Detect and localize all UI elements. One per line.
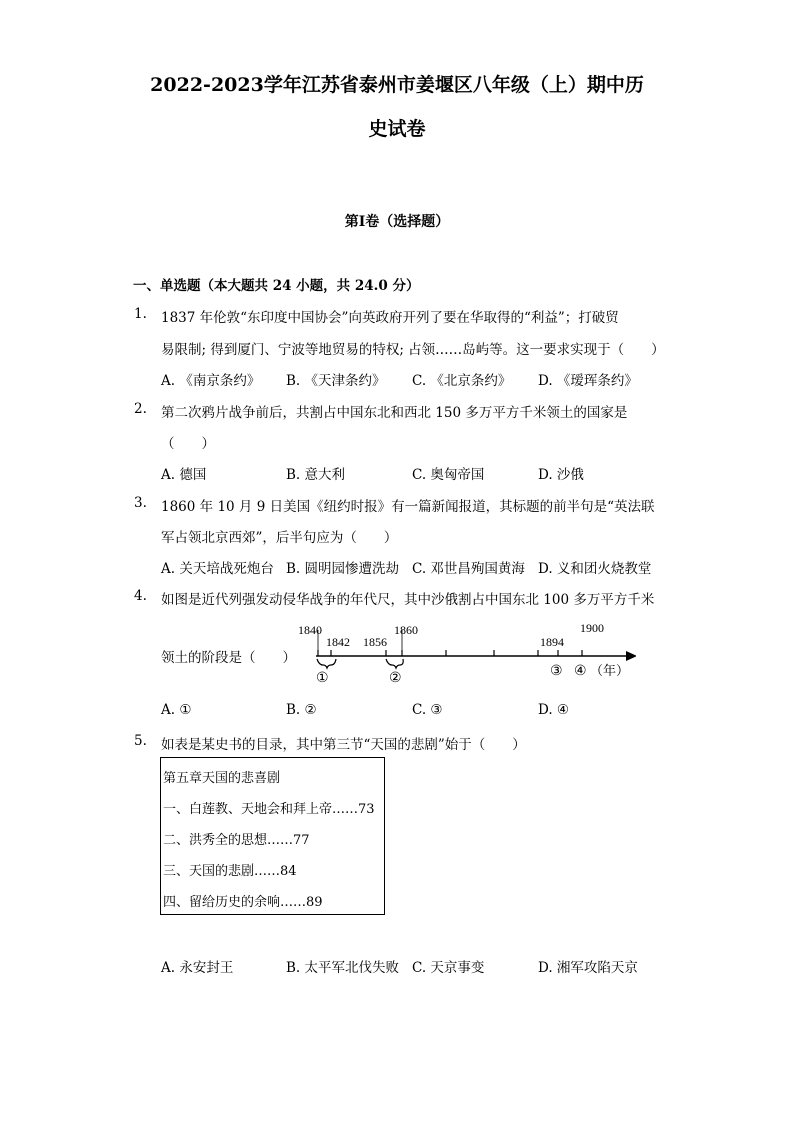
brace-2 [386, 659, 403, 668]
section-title: 第I卷（选择题） [344, 214, 450, 230]
option-b[interactable]: B. 太平军北伐失败 [286, 960, 400, 976]
part-heading: 一、单选题（本大题共 24 小题，共 24.0 分） [133, 278, 420, 294]
year-unit-label: （年） [590, 663, 630, 678]
option-a[interactable]: A. 关天培战死炮台 [161, 561, 274, 577]
option-d[interactable]: D. 沙俄 [538, 467, 584, 483]
toc-chapter: 第五章天国的悲喜剧 [163, 771, 281, 786]
marker-4: ④ [574, 664, 587, 679]
toc-entry: 一、白莲教、天地会和拜上帝……73 [163, 802, 375, 817]
question-text: 军占领北京西郊”，后半句应为（ ） [161, 530, 398, 546]
marker-1: ① [316, 671, 329, 686]
question-text: 第二次鸦片战争前后，共割占中国东北和西北 150 多万平方千米领土的国家是 [161, 405, 628, 421]
option-c[interactable]: C. 邓世昌殉国黄海 [412, 561, 525, 577]
question-text: 1860 年 10 月 9 日美国《纽约时报》有一篇新闻报道，其标题的前半句是“英法联 [161, 499, 655, 515]
option-c[interactable]: C. ③ [412, 702, 443, 718]
question-number: 4. [134, 588, 147, 604]
question-text: （ ） [161, 436, 215, 452]
timeline-figure [296, 616, 636, 688]
option-b[interactable]: B. 意大利 [286, 467, 346, 483]
doc-title-line2: 史试卷 [368, 118, 426, 140]
doc-title-line1: 2022-2023学年江苏省泰州市姜堰区八年级（上）期中历 [150, 74, 644, 96]
question-number: 1. [134, 306, 147, 322]
option-b[interactable]: B. 《天津条约》 [286, 373, 386, 389]
year-label: 1840 [298, 623, 322, 637]
toc-entry: 二、洪秀全的思想……77 [163, 833, 310, 848]
toc-entry: 四、留给历史的余响……89 [163, 895, 323, 910]
marker-2: ② [389, 671, 402, 686]
year-label: 1856 [363, 635, 387, 649]
arrow-right-icon [626, 651, 636, 661]
question-text: 领土的阶段是（ ） [161, 650, 296, 666]
year-label: 1860 [394, 623, 418, 637]
option-a[interactable]: A. 德国 [161, 467, 207, 483]
option-c[interactable]: C. 天京事变 [412, 960, 485, 976]
question-text: 如图是近代列强发动侵华战争的年代尺，其中沙俄割占中国东北 100 多万平方千米 [161, 592, 655, 608]
question-number: 5. [134, 733, 147, 749]
option-b[interactable]: B. ② [286, 702, 317, 718]
option-c[interactable]: C. 《北京条约》 [412, 373, 512, 389]
option-a[interactable]: A. ① [161, 702, 192, 718]
option-d[interactable]: D. 《瑷珲条约》 [538, 373, 638, 389]
marker-3: ③ [550, 664, 563, 679]
option-b[interactable]: B. 圆明园惨遭洗劫 [286, 561, 400, 577]
toc-entry: 三、天国的悲剧……84 [163, 864, 297, 879]
question-number: 2. [134, 401, 147, 417]
question-text: 易限制; 得到厦门、宁波等地贸易的特权; 占领……岛屿等。这一要求实现于（ ） [161, 342, 665, 358]
year-label: 1842 [326, 635, 350, 649]
option-a[interactable]: A. 永安封王 [161, 960, 234, 976]
option-d[interactable]: D. 义和团火烧教堂 [538, 561, 652, 577]
year-label: 1900 [580, 621, 604, 635]
option-a[interactable]: A. 《南京条约》 [161, 373, 261, 389]
option-c[interactable]: C. 奥匈帝国 [412, 467, 485, 483]
brace-1 [317, 659, 336, 668]
toc-table [160, 757, 385, 915]
year-label: 1894 [540, 635, 564, 649]
question-text: 1837 年伦敦“东印度中国协会”向英政府开列了要在华取得的“利益”；打破贸 [161, 310, 619, 326]
option-d[interactable]: D. 湘军攻陷天京 [538, 960, 638, 976]
question-number: 3. [134, 495, 147, 511]
question-text: 如表是某史书的目录，其中第三节“天国的悲剧”始于（ ） [161, 737, 526, 753]
option-d[interactable]: D. ④ [538, 702, 570, 718]
